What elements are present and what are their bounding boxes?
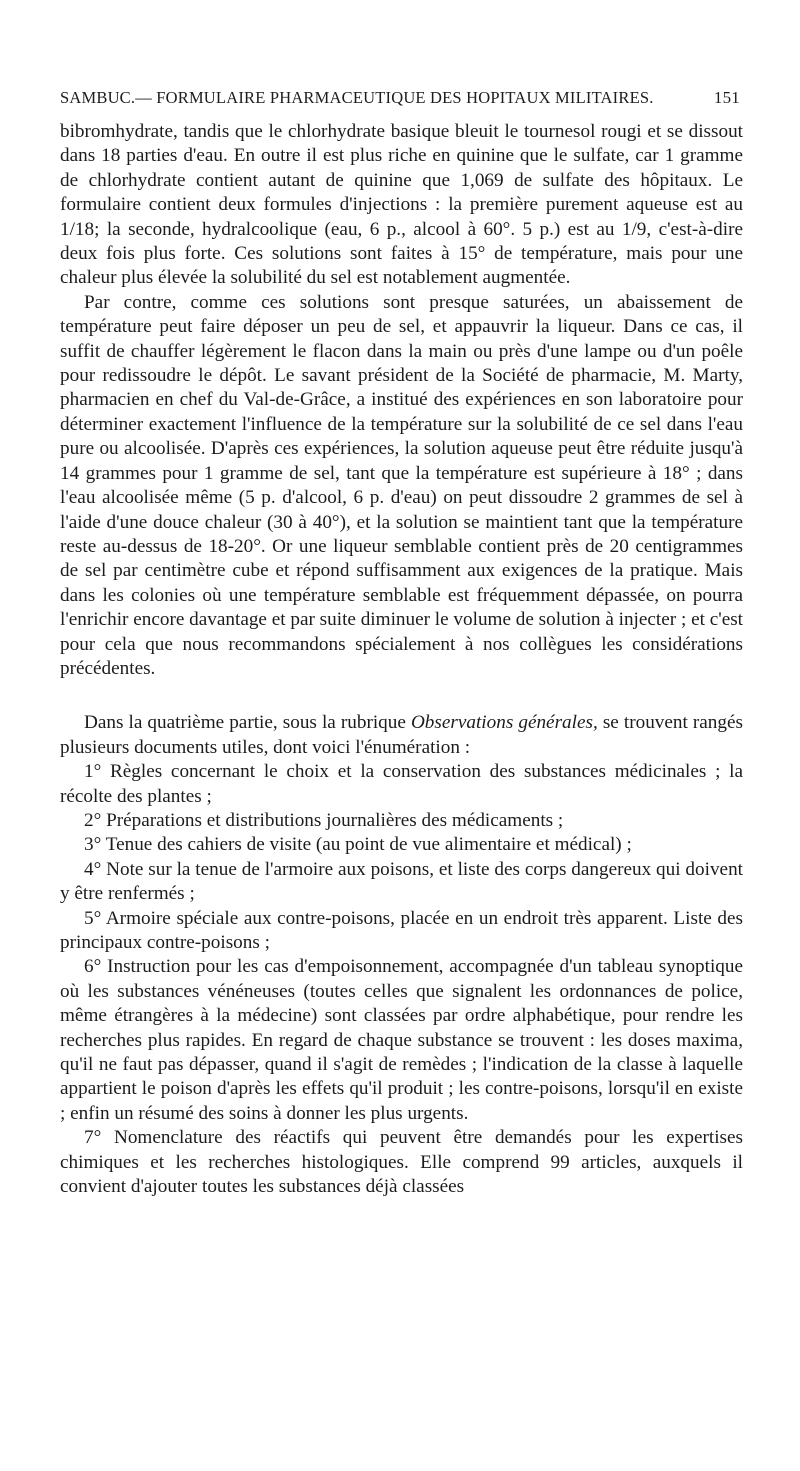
list-item: 2° Préparations et distributions journalières des médicaments ; (84, 809, 564, 831)
list-item: 5° Armoire spéciale aux contre-poisons, placée en un endroit très apparent. Liste des principaux contre-poisons ; (60, 907, 743, 953)
running-header (60, 88, 740, 118)
intro-text-end: se trouvent rangés plusieurs documents utiles, dont voici l'énumération : (60, 712, 743, 758)
running-title: SAMBUC.— FORMULAIRE PHARMACEUTIQUE DES HOPITAUX MILITAIRES. (60, 88, 654, 107)
list-item: 1° Règles concernant le choix et la conservation des substances médicinales ; la récolte des plantes ; (60, 761, 743, 807)
paragraph-spacer (60, 681, 743, 711)
list-item: 4° Note sur la tenue de l'armoire aux poisons, et liste des corps dangereux qui doivent y être renfermés ; (60, 858, 743, 905)
list-item: 6° Instruction pour les cas d'empoisonnement, accompagnée d'un tableau synoptique où les substances vénéneuses (toutes celles que signalent les ordonnances de police, même étrangères à la médecine) sont classées par ordre alphabétique, pour rendre les recherches plus rapides. En regard de chaque substance se trouvent : les doses maxima, qu'il ne faut pas dépasser, quand il s'agit de remèdes ; l'indication de la classe à laquelle appartient le poison d'après les effets qu'il produit ; les contre-poisons, lorsqu'il en existe ; enfin un résumé des soins à donner les plus urgents. (60, 956, 743, 1124)
page-number: 151 (713, 88, 740, 107)
paragraph-enumeration-intro (60, 711, 743, 760)
intro-text: Dans la quatrième partie, sous la rubrique (84, 712, 411, 734)
text-body (60, 120, 743, 1199)
list-item: 7° Nomenclature des réactifs qui peuvent être demandés pour les expertises chimiques et les recherches histologiques. Elle comprend 99 articles, auxquels il convient d'ajouter toutes les substances déjà classées (60, 1127, 743, 1198)
list-item: 3° Tenue des cahiers de visite (au point de vue alimentaire et médical) ; (84, 834, 632, 856)
rubric-title: Observations générales, (410, 712, 598, 734)
paragraph-continuation: bibromhydrate, tandis que le chlorhydrate basique bleuit le tournesol rougi et se dissout dans 18 parties d'eau. En outre il est plus riche en quinine que le sulfate, car 1 gramme de chlorhydrate contient autant de quinine que 1,069 de sulfate des hôpitaux. Le formulaire contient deux formules d'injections : la première purement aqueuse est au 1/18; la seconde, hydralcoolique (eau, 6 p., alcool à 60°. 5 p.) est au 1/9, c'est-à-dire deux fois plus forte. Ces solutions sont faites à 15° de température, mais pour une chaleur plus élevée la solubilité du sel est notablement augmentée. (60, 121, 743, 289)
paragraph: Par contre, comme ces solutions sont presque saturées, un abaissement de température peut faire déposer un peu de sel, et appauvrir la liqueur. Dans ce cas, il suffit de chauffer légèrement le flacon dans la main ou près d'une lampe ou d'un poêle pour redissoudre le dépôt. Le savant président de la Société de pharmacie, M. Marty, pharmacien en chef du Val-de-Grâce, a institué des expériences en son laboratoire pour déterminer exactement l'influence de la température sur la solubilité de ce sel dans l'eau pure ou alcoolisée. D'après ces expériences, la solution aqueuse peut être réduite jusqu'à 14 grammes pour 1 gramme de sel, tant que la température est supérieure à 18° ; dans l'eau alcoolisée même (5 p. d'alcool, 6 p. d'eau) on peut dissoudre 2 grammes de sel à l'aide d'une douce chaleur (30 à 40°), et la solution se maintient tant que la température reste au-dessus de 18-20°. Or une liqueur semblable contient près de 20 centigrammes de sel par centimètre cube et répond suffisamment aux exigences de la pratique. Mais dans les colonies où une température semblable est fréquemment dépassée, on pourra l'enrichir encore davantage et par suite diminuer le volume de solution à injecter ; et c'est pour cela que nous recommandons spécialement à nos collègues les considérations précédentes. (60, 291, 744, 679)
